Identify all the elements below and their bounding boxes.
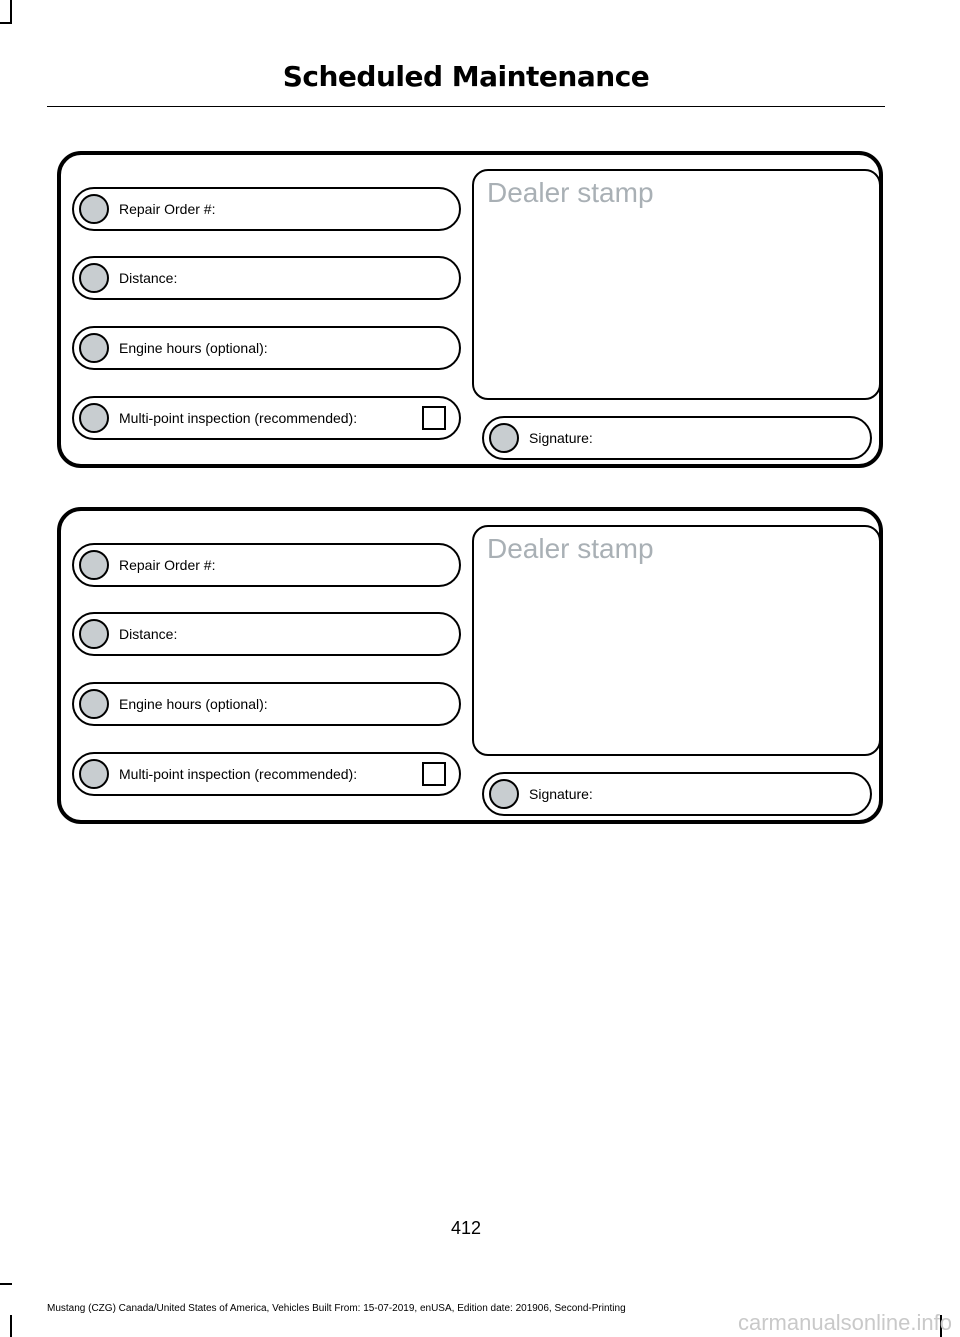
maintenance-record-card [57, 151, 883, 468]
distance-label: Distance: [119, 270, 178, 286]
circle-marker-icon [79, 619, 109, 649]
circle-marker-icon [489, 779, 519, 809]
dealer-stamp-label: Dealer stamp [487, 533, 654, 564]
watermark: carmanualsonline.info [737, 1310, 952, 1335]
inspection-label: Multi-point inspection (recommended): [119, 410, 358, 426]
repair-order-field[interactable] [72, 187, 461, 231]
distance-field[interactable] [72, 256, 461, 300]
circle-marker-icon [79, 403, 109, 433]
distance-label: Distance: [119, 626, 178, 642]
signature-label: Signature: [529, 786, 593, 802]
dealer-stamp-label: Dealer stamp [487, 177, 654, 208]
footer-text: Mustang (CZG) Canada/United States of America, Vehicles Built From: 15-07-2019, enUSA, Edition date: 201906, Second-Printing [47, 1303, 626, 1314]
inspection-field [72, 396, 461, 440]
dealer-stamp-box [472, 525, 881, 756]
crop-mark-top-left [0, 22, 12, 24]
engine-hours-label: Engine hours (optional): [119, 340, 268, 356]
crop-mark-bottom-left [10, 1315, 12, 1337]
crop-mark-top-left [10, 0, 12, 22]
dealer-stamp-box [472, 169, 881, 400]
circle-marker-icon [79, 550, 109, 580]
circle-marker-icon [79, 263, 109, 293]
inspection-checkbox[interactable] [422, 762, 446, 786]
title-divider [47, 106, 885, 107]
signature-field[interactable] [482, 772, 872, 816]
circle-marker-icon [79, 689, 109, 719]
distance-field[interactable] [72, 612, 461, 656]
inspection-label: Multi-point inspection (recommended): [119, 766, 358, 782]
signature-field[interactable] [482, 416, 872, 460]
repair-order-field[interactable] [72, 543, 461, 587]
maintenance-record-card [57, 507, 883, 824]
crop-mark-bottom-left [0, 1283, 12, 1285]
repair-order-label: Repair Order #: [119, 201, 216, 217]
inspection-checkbox[interactable] [422, 406, 446, 430]
inspection-field [72, 752, 461, 796]
circle-marker-icon [79, 333, 109, 363]
engine-hours-field[interactable] [72, 326, 461, 370]
circle-marker-icon [79, 759, 109, 789]
page-number: 412 [450, 1218, 482, 1238]
circle-marker-icon [489, 423, 519, 453]
circle-marker-icon [79, 194, 109, 224]
engine-hours-field[interactable] [72, 682, 461, 726]
engine-hours-label: Engine hours (optional): [119, 696, 268, 712]
repair-order-label: Repair Order #: [119, 557, 216, 573]
signature-label: Signature: [529, 430, 593, 446]
page-title: Scheduled Maintenance [282, 60, 650, 93]
